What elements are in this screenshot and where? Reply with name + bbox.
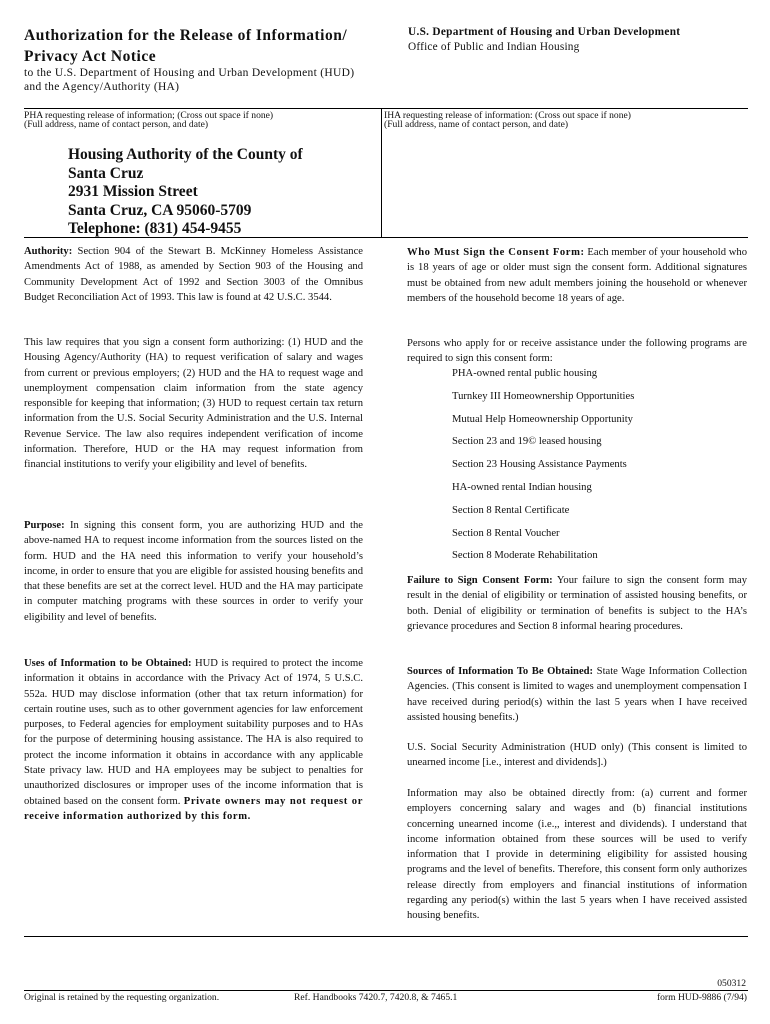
failure-text: Your failure to sign the consent form may result in the denial of eligibility or termination of assisted housing benefits, or both. Denial of eligibility or termination of benefits is subject to the HA’s grievance procedures and Section 8 informal hearing procedures.: [407, 575, 747, 632]
sources-heading: Sources of Information To Be Obtained:: [407, 666, 594, 677]
header-divider: [24, 108, 748, 109]
sources-text: State Wage Information Collection Agencies. (This consent is limited to wages and unemployment compensation I have received during period(s) within the last 5 years when I have received assisted housing benefits.): [407, 666, 747, 723]
list-item: Section 8 Moderate Rehabilitation: [452, 550, 598, 562]
authority-text: Section 904 of the Stewart B. McKinney Homeless Assistance Amendments Act of 1988, as amended by Section 903 of the Housing and Community Development Act of 1992 and Section 3003 of the Omnibus Budget Reconciliation Act of 1993. This law is found at 42 U.S.C. 3544.: [24, 246, 363, 303]
persons-apply-paragraph: Persons who apply for or receive assistance under the following programs are required to sign this consent form:: [407, 338, 747, 365]
list-item: Section 23 and 19© leased housing: [452, 436, 602, 448]
department-heading: [408, 25, 748, 55]
uses-text: HUD is required to protect the income information it obtains in accordance with the Privacy Act of 1974, 5 U.S.C. 552a. HUD may disclose information (other that tax return information) for certain routine uses, such as to other government agencies for law enforcement purposes, to Federal agencies for employment suitability purposes and to HAs for the purpose of determining housing assistance. The HA is also required to protect the income information it obtains in accordance with any applicable State privacy law. HUD and HA employees may be subject to penalties for unauthorized disclosures or improper uses of the income information that is obtained based on the consent form.: [24, 658, 363, 807]
list-item: Mutual Help Homeownership Opportunity: [452, 413, 633, 425]
who-must-sign-text: Each member of your household who is 18 years of age or older must sign the consent form. Additional signatures must be obtained from new adult members joining the household or whenever members of the household become 18 years of age.: [407, 247, 747, 304]
uses-heading: Uses of Information to be Obtained:: [24, 658, 192, 669]
authority-heading: Authority:: [24, 246, 73, 257]
direct-sources-paragraph: Information may also be obtained directly from: (a) current and former employers concerning salary and wages and (b) financial institutions concerning unearned income (i.e.,, interest and dividends). I understand that income information obtained from these sources will be used to verify information that I provide in determining eligibility for assisted housing programs and the level of benefits. Therefore, this consent form only authorizes release directly from employers and financial institutions of information regarding any period(s) within the last 5 years when I have received assisted housing benefits.: [407, 788, 747, 922]
iha-label-line2: (Full address, name of contact person, and date): [384, 119, 569, 130]
list-item: Section 8 Rental Voucher: [452, 527, 560, 539]
footer-divider: [24, 990, 748, 991]
purpose-text: In signing this consent form, you are authorizing HUD and the above-named HA to request income information from the sources listed on the form. HUD and the HA need this information to verify your household’s income, in order to ensure that you are eligible for assisted housing benefits and that these benefits are set at the correct level. HUD and the HA may participate in computer matching programs with these sources in order to verify your eligibility and level of benefits.: [24, 520, 364, 623]
form-code: 050312: [717, 978, 746, 989]
list-item: PHA-owned rental public housing: [452, 368, 598, 379]
pha-name-line1: Housing Authority of the County of: [68, 146, 303, 163]
address-box-divider: [381, 109, 382, 237]
content-bottom-divider: [24, 936, 748, 937]
list-item: Turnkey III Homeownership Opportunities: [452, 390, 635, 402]
iha-label-line1: IHA requesting release of information: (Cross out space if none): [384, 110, 631, 121]
iha-request-label: [384, 111, 744, 129]
law-requires-paragraph: This law requires that you sign a consent form authorizing: (1) HUD and the Housing Agency/Authority (HA) to request verification of salary and wages from current or previous employers; (2) HUD and the HA to request wage and unemployment compensation claim information from the state agency responsible for keeping that information; (3) HUD to request certain tax return information from the U.S. Social Security Administration and the U.S. Internal Revenue Service. The law also requires independent verification of income information. Therefore, HUD or the HA may request information from financial institutions to verify your eligibility and level of benefits.: [24, 337, 363, 471]
sources-paragraph: [407, 664, 747, 725]
form-subtitle-line2: and the Agency/Authority (HA): [24, 81, 180, 93]
failure-heading: Failure to Sign Consent Form:: [407, 575, 553, 586]
pha-request-label: [24, 111, 374, 129]
retention-note: Original is retained by the requesting organization.: [24, 992, 220, 1003]
list-item: Section 23 Housing Assistance Payments: [452, 459, 627, 471]
pha-label-line1: PHA requesting release of information; (Cross out space if none): [24, 110, 274, 121]
department-office: Office of Public and Indian Housing: [408, 41, 580, 53]
failure-paragraph: [407, 573, 747, 634]
pha-street: 2931 Mission Street: [68, 183, 198, 201]
list-item: Section 8 Rental Certificate: [452, 504, 570, 516]
address-section-divider: [24, 237, 748, 238]
pha-label-line2: (Full address, name of contact person, and date): [24, 119, 209, 130]
purpose-heading: Purpose:: [24, 520, 65, 531]
pha-city: Santa Cruz, CA 95060-5709: [68, 201, 252, 219]
who-must-sign-heading: Who Must Sign the Consent Form:: [407, 247, 585, 258]
department-name: U.S. Department of Housing and Urban Development: [408, 26, 681, 38]
form-title-line1: Authorization for the Release of Information/: [24, 27, 348, 44]
pha-name-line2: Santa Cruz: [68, 164, 144, 182]
form-title: [24, 25, 384, 67]
private-owners-warning: Private owners may not request or receive information authorized by this form.: [24, 795, 363, 822]
purpose-paragraph: [24, 518, 363, 625]
authority-paragraph: [24, 244, 363, 305]
pha-address: [68, 146, 368, 239]
list-item: HA-owned rental Indian housing: [452, 482, 592, 493]
form-subtitle-line1: to the U.S. Department of Housing and Urban Development (HUD): [24, 67, 355, 79]
form-subtitle: [24, 66, 384, 94]
uses-paragraph: [24, 656, 363, 824]
handbook-reference: Ref. Handbooks 7420.7, 7420.8, & 7465.1: [294, 992, 458, 1003]
form-number: form HUD-9886 (7/94): [656, 992, 747, 1003]
form-title-line2: Privacy Act Notice: [24, 48, 157, 65]
pha-telephone: Telephone: (831) 454-9455: [68, 220, 242, 238]
ssa-paragraph: U.S. Social Security Administration (HUD only) (This consent is limited to unearned income [i.e., interest and dividends].): [407, 742, 747, 769]
who-must-sign-paragraph: [407, 245, 747, 306]
